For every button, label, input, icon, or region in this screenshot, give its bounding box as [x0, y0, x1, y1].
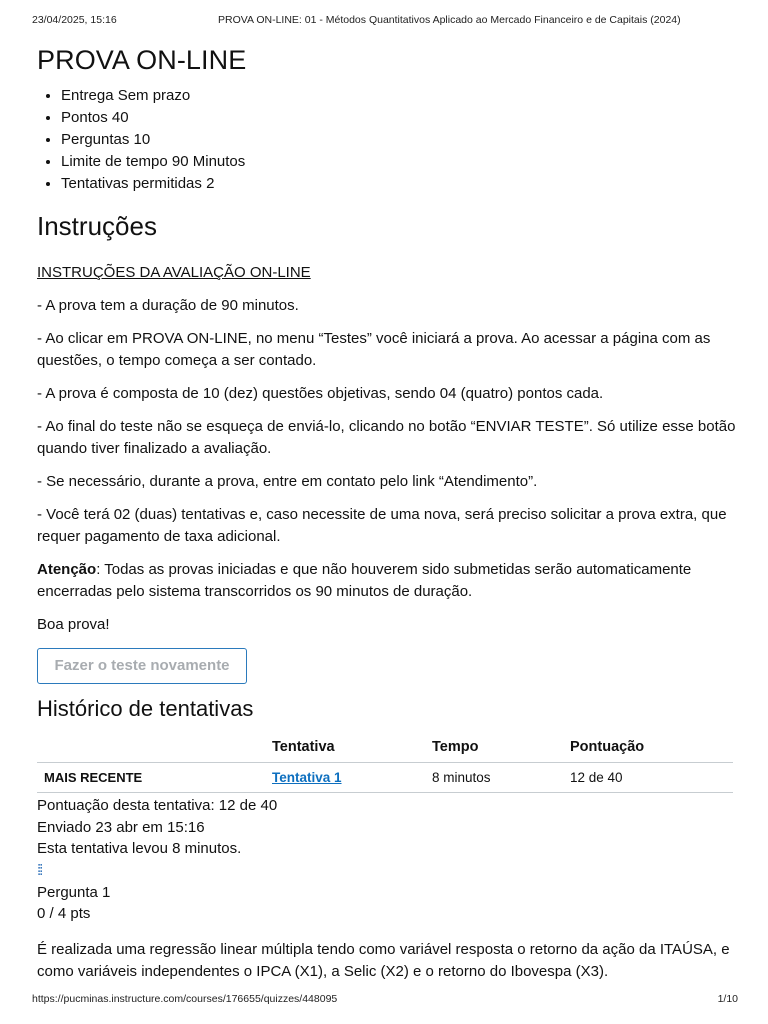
instructions-body — [37, 263, 737, 636]
column-header-score: Pontuação — [570, 732, 733, 763]
question-label: Pergunta 1 — [37, 883, 111, 901]
detail-questions: • Perguntas 10 — [61, 129, 737, 151]
print-footer — [32, 993, 738, 1007]
table-header-row — [37, 732, 733, 763]
history-title: Histórico de tentativas — [37, 696, 254, 721]
instruction-paragraph: - A prova é composta de 10 (dez) questões objetivas, sendo 04 (quatro) pontos cada. — [37, 385, 604, 402]
attempts-table — [37, 732, 733, 793]
row-label: MAIS RECENTE — [37, 763, 272, 793]
page-title: PROVA ON-LINE — [37, 45, 247, 75]
print-date: 23/04/2025, 15:16 — [32, 14, 117, 26]
print-url: https://pucminas.instructure.com/courses/176655/quizzes/448095 — [32, 993, 338, 1005]
retake-quiz-button[interactable]: Fazer o teste novamente — [37, 648, 247, 684]
attention-paragraph — [37, 559, 737, 603]
score-cell: 12 de 40 — [570, 763, 733, 793]
attempt-score: Pontuação desta tentativa: 12 de 40 — [37, 797, 278, 814]
instruction-paragraph: - Ao clicar em PROVA ON-LINE, no menu “Testes” você iniciará a prova. Ao acessar a página com as questões, o tempo começa a ser contado. — [37, 330, 711, 369]
detail-points: • Pontos 40 — [61, 107, 737, 129]
instructions-title: Instruções — [37, 211, 157, 241]
column-header-blank — [37, 732, 272, 763]
question-header — [37, 882, 737, 925]
question-text: É realizada uma regressão linear múltipla tendo como variável resposta o retorno da ação da ITAÚSA, e como variáveis independentes o IPCA (X1), a Selic (X2) e o retorno do Ibovespa (X3). — [37, 940, 730, 980]
instructions-heading: INSTRUÇÕES DA AVALIAÇÃO ON-LINE — [37, 264, 311, 281]
time-cell: 8 minutos — [432, 763, 570, 793]
print-page-number: 1/10 — [717, 993, 738, 1005]
attention-text: : Todas as provas iniciadas e que não houverem sido submetidas serão automaticamente encerradas pelo sistema transcorridos os 90 minutos de duração. — [37, 561, 692, 600]
instruction-paragraph: - Se necessário, durante a prova, entre em contato pelo link “Atendimento”. — [37, 473, 538, 490]
column-header-attempt: Tentativa — [272, 732, 432, 763]
table-row — [37, 763, 733, 793]
instruction-paragraph: - Ao final do teste não se esqueça de enviá-lo, clicando no botão “ENVIAR TESTE”. Só utilize esse botão quando tiver finalizado a avaliação. — [37, 418, 736, 457]
column-header-time: Tempo — [432, 732, 570, 763]
detail-time-limit: • Limite de tempo 90 Minutos — [61, 151, 737, 173]
quiz-details-list — [37, 85, 737, 195]
print-header — [32, 14, 740, 30]
attempt-submitted: Enviado 23 abr em 15:16 — [37, 818, 205, 836]
closing-text: Boa prova! — [37, 616, 110, 633]
attention-label: Atenção — [37, 561, 97, 578]
question-points: 0 / 4 pts — [37, 905, 91, 922]
attempt-link[interactable]: Tentativa 1 — [272, 770, 342, 785]
attempt-cell — [272, 763, 432, 793]
detail-due: • Entrega Sem prazo — [61, 85, 737, 107]
attempt-summary — [37, 795, 737, 860]
instruction-paragraph: - A prova tem a duração de 90 minutos. — [37, 297, 299, 314]
instruction-paragraph: - Você terá 02 (duas) tentativas e, caso necessite de uma nova, será preciso solicitar a prova extra, que requer pagamento de taxa adicional. — [37, 506, 727, 545]
quiz-content — [37, 40, 737, 983]
print-doc-title: PROVA ON-LINE: 01 - Métodos Quantitativos Aplicado ao Mercado Financeiro e de Capitais (2024) — [218, 14, 681, 26]
drag-dots-icon[interactable]: ⁞⁞ — [37, 861, 42, 879]
detail-attempts: • Tentativas permitidas 2 — [61, 173, 737, 195]
attempt-duration: Esta tentativa levou 8 minutos. — [37, 840, 242, 857]
